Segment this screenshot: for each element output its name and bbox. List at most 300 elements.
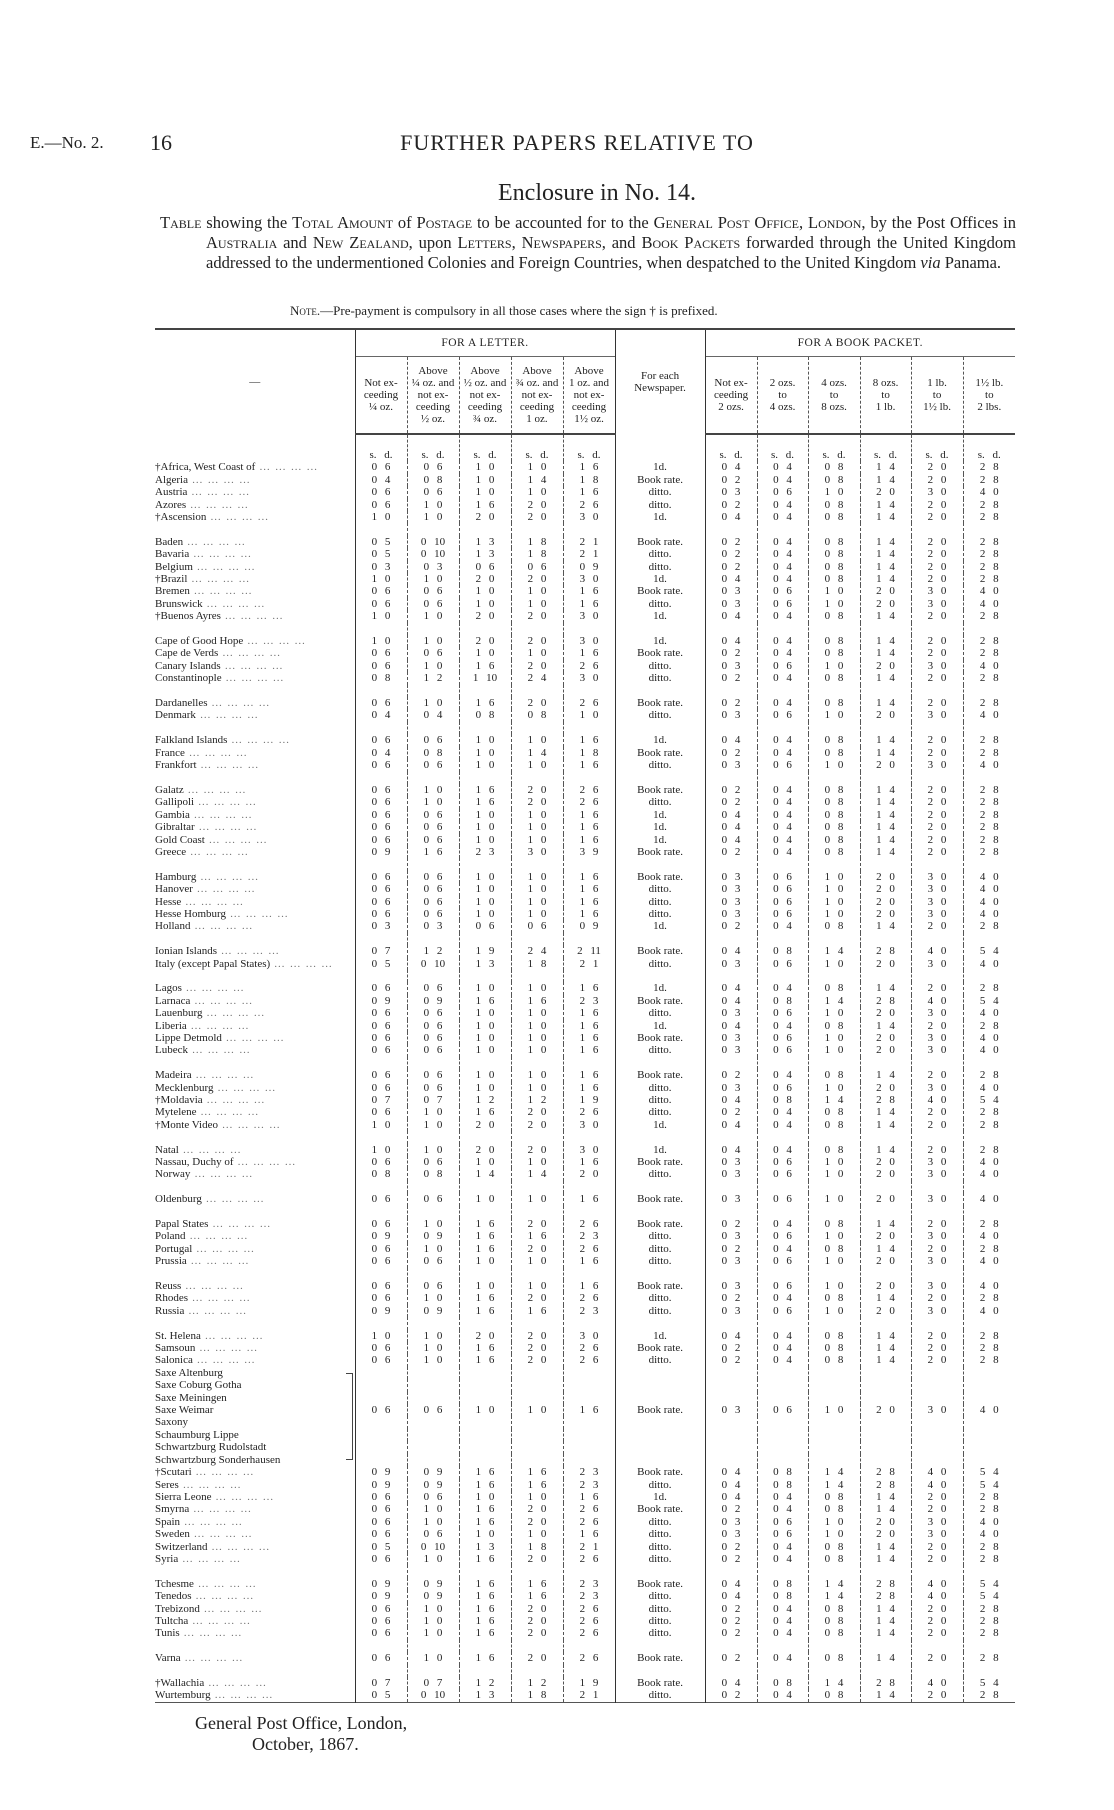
letter-rate-cell: 0 6 <box>355 1280 407 1292</box>
letter-rate-cell: 0 9 <box>355 846 407 858</box>
book-rate-cell: 1 4 <box>860 1106 911 1118</box>
caption-segment: Letters, Newspapers <box>457 233 602 252</box>
letter-rate-cell: 1 0 <box>355 1330 407 1342</box>
book-rate-cell: 0 8 <box>808 647 860 659</box>
table-row <box>155 809 1015 821</box>
letter-rate-cell <box>563 1392 615 1404</box>
blank-cell <box>615 523 705 535</box>
blank-cell <box>407 1640 459 1652</box>
dot-leader: … … … … <box>207 697 271 710</box>
book-rate-cell: 2 0 <box>911 672 963 684</box>
table-row <box>155 672 1015 684</box>
letter-rate-cell: 2 6 <box>563 784 615 796</box>
newspaper-rate-cell: 1d. <box>615 1144 705 1156</box>
book-rate-cell: 2 0 <box>911 474 963 486</box>
blank-cell <box>511 1565 563 1577</box>
blank-cell <box>615 970 705 982</box>
table-row <box>155 1553 1015 1565</box>
blank-cell <box>155 933 355 945</box>
letter-rate-cell: 1 6 <box>459 499 511 511</box>
letter-rate-cell: 1 6 <box>563 871 615 883</box>
blank-cell <box>155 623 355 635</box>
table-row <box>155 908 1015 920</box>
country-name: Samsoun <box>155 1342 196 1355</box>
book-rate-cell: 0 8 <box>808 1603 860 1615</box>
book-rate-cell: 2 0 <box>911 1553 963 1565</box>
book-rate-cell: 1 0 <box>808 1305 860 1317</box>
letter-rate-cell: 1 0 <box>511 461 563 473</box>
book-rate-cell: 1 4 <box>860 821 911 833</box>
book-rate-cell: 0 8 <box>808 1503 860 1515</box>
book-rate-cell: 2 0 <box>860 896 911 908</box>
blank-cell <box>355 722 407 734</box>
letter-rate-cell: 1 8 <box>563 474 615 486</box>
book-rate-cell: 2 8 <box>963 511 1015 523</box>
book-rate-cell: 1 4 <box>860 796 911 808</box>
book-rate-cell: 0 8 <box>808 1652 860 1664</box>
blank-cell <box>860 685 911 697</box>
letter-rate-cell: 0 6 <box>355 598 407 610</box>
country-name: Greece <box>155 845 187 858</box>
book-rate-cell: 3 0 <box>911 896 963 908</box>
book-rate-cell: 2 0 <box>911 834 963 846</box>
book-rate-cell: 0 3 <box>705 1007 757 1019</box>
letter-rate-cell: 1 6 <box>563 759 615 771</box>
letter-rate-cell <box>563 1429 615 1441</box>
book-rate-cell: 0 2 <box>705 561 757 573</box>
book-rate-cell: 0 2 <box>705 1503 757 1515</box>
book-rate-cell: 0 8 <box>808 672 860 684</box>
letter-rate-cell: 2 6 <box>563 499 615 511</box>
book-rate-cell: 2 0 <box>860 486 911 498</box>
book-rate-cell: 2 8 <box>963 809 1015 821</box>
book-rate-cell: 1 0 <box>808 1255 860 1267</box>
book-rate-cell: 0 8 <box>808 573 860 585</box>
country-cell <box>155 1243 355 1255</box>
newspaper-rate-cell: ditto. <box>615 1230 705 1242</box>
book-rate-cell: 2 0 <box>911 982 963 994</box>
country-name: Italy (except Papal States) <box>155 957 271 970</box>
country-name: Varna <box>155 1652 181 1665</box>
country-name: Norway <box>155 1168 191 1181</box>
letter-rate-cell: 1 0 <box>407 1218 459 1230</box>
dot-leader: … … … … <box>196 870 260 883</box>
letter-rate-cell: 1 6 <box>563 1032 615 1044</box>
newspaper-rate-cell: 1d. <box>615 1330 705 1342</box>
country-name: Saxe Weimar <box>155 1404 214 1417</box>
letter-rate-cell: 2 0 <box>459 1119 511 1131</box>
letter-rate-cell: 0 4 <box>355 474 407 486</box>
dot-leader: … … … … <box>190 994 254 1007</box>
brace-icon <box>346 1416 353 1428</box>
table-row <box>155 1503 1015 1515</box>
letter-rate-cell: 0 7 <box>407 1094 459 1106</box>
blank-cell <box>911 1317 963 1329</box>
country-name: Rhodes <box>155 1292 188 1305</box>
country-name: Bremen <box>155 585 190 598</box>
blank-cell <box>808 933 860 945</box>
book-rate-cell: 0 6 <box>757 1528 808 1540</box>
blank-cell <box>355 1057 407 1069</box>
table-row <box>155 610 1015 622</box>
blank-cell <box>407 933 459 945</box>
table-row <box>155 1689 1015 1702</box>
table-row <box>155 1156 1015 1168</box>
letter-rate-cell: 1 0 <box>407 635 459 647</box>
blank-cell <box>563 523 615 535</box>
letter-rate-cell: 0 6 <box>355 1218 407 1230</box>
letter-rate-cell: 0 6 <box>355 871 407 883</box>
book-rate-cell: 4 0 <box>963 883 1015 895</box>
blank-cell <box>963 1181 1015 1193</box>
book-rate-cell: 5 4 <box>963 1590 1015 1602</box>
letter-rate-cell: 1 0 <box>511 1491 563 1503</box>
dot-leader: … … … … <box>270 957 334 970</box>
header-row-groups <box>155 329 1015 357</box>
letter-rate-cell: 1 6 <box>459 1603 511 1615</box>
letter-rate-cell: 1 0 <box>407 1503 459 1515</box>
newspaper-rate-cell: ditto. <box>615 1044 705 1056</box>
book-rate-cell: 1 4 <box>860 647 911 659</box>
group-spacer <box>155 1640 1015 1652</box>
letter-rate-cell: 1 6 <box>563 821 615 833</box>
country-cell <box>155 474 355 486</box>
letter-rate-cell: 1 0 <box>407 1243 459 1255</box>
table-row <box>155 883 1015 895</box>
book-rate-cell: 0 4 <box>757 834 808 846</box>
table-row <box>155 1106 1015 1118</box>
country-name: Schwartzburg Rudolstadt <box>155 1441 267 1454</box>
letter-rate-cell: 1 0 <box>511 1007 563 1019</box>
country-cell <box>155 809 355 821</box>
letter-rate-cell: 1 6 <box>459 1342 511 1354</box>
book-rate-cell: 2 8 <box>963 784 1015 796</box>
letter-rate-cell: 0 9 <box>563 920 615 932</box>
book-rate-cell: 0 6 <box>757 1193 808 1205</box>
blank-cell <box>459 1181 511 1193</box>
letter-rate-cell: 1 0 <box>355 610 407 622</box>
letter-rate-cell: 0 8 <box>407 1168 459 1180</box>
letter-rate-cell: 0 8 <box>511 709 563 721</box>
dot-leader: … … … … <box>188 1292 251 1305</box>
letter-rate-cell: 2 0 <box>511 1652 563 1664</box>
newspaper-rate-cell: ditto. <box>615 660 705 672</box>
dot-leader: … … … … <box>189 585 253 598</box>
book-rate-cell: 0 8 <box>808 474 860 486</box>
letter-rate-cell: 2 1 <box>563 548 615 560</box>
letter-rate-cell: 0 9 <box>407 1578 459 1590</box>
book-rate-cell: 0 2 <box>705 647 757 659</box>
book-rate-cell: 0 4 <box>705 511 757 523</box>
country-name: Canary Islands <box>155 659 221 672</box>
letter-rate-cell: 2 0 <box>459 1330 511 1342</box>
letter-rate-cell: 1 0 <box>511 809 563 821</box>
book-rate-cell: 4 0 <box>963 896 1015 908</box>
dot-leader: … … … … <box>179 1627 243 1640</box>
table-row <box>155 1590 1015 1602</box>
units-label: s. d. <box>808 434 860 461</box>
book-rate-cell: 1 4 <box>860 1627 911 1639</box>
book-rate-cell: 2 0 <box>911 697 963 709</box>
blank-cell <box>615 1565 705 1577</box>
table-row <box>155 1392 1015 1404</box>
book-rate-cell: 4 0 <box>911 945 963 957</box>
blank-cell <box>705 1665 757 1677</box>
blank-cell <box>757 933 808 945</box>
letter-rate-cell: 1 0 <box>459 486 511 498</box>
book-rate-cell: 2 0 <box>911 1342 963 1354</box>
book-rate-cell: 0 6 <box>757 759 808 771</box>
letter-rate-cell: 2 3 <box>563 1466 615 1478</box>
book-rate-cell: 2 8 <box>963 461 1015 473</box>
book-weight-header: 1 lb. to 1½ lb. <box>911 357 963 435</box>
blank-cell <box>757 1317 808 1329</box>
book-rate-cell <box>808 1416 860 1428</box>
newspaper-rate-cell: Book rate. <box>615 784 705 796</box>
letter-rate-cell: 0 3 <box>407 920 459 932</box>
country-name: Frankfort <box>155 759 197 772</box>
table-row <box>155 660 1015 672</box>
letter-rate-cell <box>563 1379 615 1391</box>
letter-rate-cell: 2 0 <box>511 1243 563 1255</box>
country-cell <box>155 1292 355 1304</box>
blank-cell <box>808 1181 860 1193</box>
blank-cell <box>407 1317 459 1329</box>
book-rate-cell <box>705 1392 757 1404</box>
country-cell <box>155 1603 355 1615</box>
letter-rate-cell: 0 6 <box>355 796 407 808</box>
caption-segment: via <box>920 253 941 272</box>
letter-rate-cell: 1 0 <box>511 1082 563 1094</box>
country-name: Hesse <box>155 895 182 908</box>
letter-rate-cell: 0 9 <box>355 1578 407 1590</box>
letter-rate-cell: 0 6 <box>407 871 459 883</box>
book-rate-cell: 0 3 <box>705 486 757 498</box>
letter-rate-cell: 1 0 <box>355 635 407 647</box>
newspaper-rate-cell: Book rate. <box>615 647 705 659</box>
dot-leader: … … … … <box>186 1019 250 1032</box>
book-rate-cell: 4 0 <box>963 908 1015 920</box>
blank-cell <box>563 1640 615 1652</box>
book-rate-cell: 3 0 <box>911 883 963 895</box>
country-cell <box>155 1491 355 1503</box>
letter-rate-cell <box>355 1367 407 1379</box>
country-cell <box>155 945 355 957</box>
dot-leader: … … … … <box>186 1255 250 1268</box>
table-row <box>155 734 1015 746</box>
book-rate-cell: 0 3 <box>705 1404 757 1416</box>
book-rate-cell: 2 0 <box>860 598 911 610</box>
book-weight-header: Not ex- ceeding 2 ozs. <box>705 357 757 435</box>
book-rate-cell: 2 8 <box>963 1218 1015 1230</box>
country-name: Dardanelles <box>155 697 208 710</box>
book-rate-cell: 2 0 <box>911 1503 963 1515</box>
letter-rate-cell: 1 6 <box>563 1156 615 1168</box>
letter-rate-cell: 1 0 <box>511 1044 563 1056</box>
book-rate-cell: 0 8 <box>808 1243 860 1255</box>
book-weight-header: 2 ozs. to 4 ozs. <box>757 357 808 435</box>
table-row <box>155 846 1015 858</box>
letter-rate-cell: 2 3 <box>563 1230 615 1242</box>
letter-rate-cell: 1 6 <box>459 1553 511 1565</box>
book-rate-cell: 0 4 <box>705 635 757 647</box>
book-rate-cell: 0 6 <box>757 883 808 895</box>
book-rate-cell: 2 0 <box>911 821 963 833</box>
blank-cell <box>615 722 705 734</box>
book-rate-cell <box>705 1367 757 1379</box>
blank-cell <box>355 685 407 697</box>
letter-rate-cell <box>563 1441 615 1453</box>
book-rate-cell: 2 8 <box>860 1590 911 1602</box>
book-rate-cell: 1 0 <box>808 958 860 970</box>
book-rate-cell: 0 8 <box>757 1677 808 1689</box>
letter-rate-cell: 0 6 <box>407 896 459 908</box>
letter-rate-cell: 0 6 <box>407 1044 459 1056</box>
table-row <box>155 1367 1015 1379</box>
book-rate-cell: 0 8 <box>808 1020 860 1032</box>
letter-rate-cell: 0 8 <box>407 474 459 486</box>
newspaper-rate-cell: 1d. <box>615 734 705 746</box>
letter-rate-cell: 1 0 <box>459 982 511 994</box>
country-cell <box>155 697 355 709</box>
blank-cell <box>911 1206 963 1218</box>
letter-rate-cell <box>355 1441 407 1453</box>
book-rate-cell <box>705 1454 757 1466</box>
book-rate-cell: 2 8 <box>963 672 1015 684</box>
blank-cell <box>860 1665 911 1677</box>
letter-rate-cell: 1 0 <box>511 871 563 883</box>
book-rate-cell: 2 0 <box>911 1330 963 1342</box>
book-rate-cell: 3 0 <box>911 1230 963 1242</box>
table-row <box>155 635 1015 647</box>
country-cell <box>155 1156 355 1168</box>
blank-cell <box>757 1181 808 1193</box>
book-rate-cell: 0 4 <box>705 461 757 473</box>
book-rate-cell: 3 0 <box>911 486 963 498</box>
dot-leader: … … … … <box>186 845 250 858</box>
book-rate-cell: 0 2 <box>705 1069 757 1081</box>
book-rate-cell: 0 4 <box>757 548 808 560</box>
book-rate-cell: 0 2 <box>705 784 757 796</box>
book-rate-cell: 2 0 <box>860 1280 911 1292</box>
letter-rate-cell: 1 2 <box>511 1094 563 1106</box>
letter-rate-cell: 1 6 <box>511 1578 563 1590</box>
letter-rate-cell: 1 6 <box>511 1466 563 1478</box>
letter-rate-cell: 1 6 <box>459 1479 511 1491</box>
country-name: Sweden <box>155 1528 190 1541</box>
book-rate-cell: 3 0 <box>911 1007 963 1019</box>
book-rate-cell: 0 4 <box>757 573 808 585</box>
letter-rate-cell: 0 10 <box>407 536 459 548</box>
blank-cell <box>808 623 860 635</box>
letter-rate-cell: 2 1 <box>563 1689 615 1702</box>
book-rate-cell: 5 4 <box>963 1466 1015 1478</box>
book-rate-cell: 3 0 <box>911 958 963 970</box>
blank-cell <box>355 933 407 945</box>
blank-cell <box>407 1665 459 1677</box>
letter-rate-cell: 1 6 <box>459 1503 511 1515</box>
blank-cell <box>911 933 963 945</box>
book-rate-cell: 0 4 <box>757 1106 808 1118</box>
book-rate-cell: 3 0 <box>911 660 963 672</box>
caption-segment: and <box>277 233 313 252</box>
book-rate-cell: 2 0 <box>860 1193 911 1205</box>
letter-rate-cell: 1 10 <box>459 672 511 684</box>
blank-cell <box>511 772 563 784</box>
book-rate-cell: 0 6 <box>757 908 808 920</box>
dot-leader: … … … … <box>191 1466 255 1479</box>
book-rate-cell: 4 0 <box>963 1516 1015 1528</box>
book-rate-cell: 2 8 <box>963 1342 1015 1354</box>
letter-rate-cell: 1 0 <box>563 709 615 721</box>
letter-rate-cell: 2 0 <box>511 635 563 647</box>
book-rate-cell: 1 4 <box>860 1354 911 1366</box>
letter-rate-cell: 1 6 <box>511 995 563 1007</box>
letter-rate-cell: 1 6 <box>459 697 511 709</box>
dot-leader: … … … … <box>189 1503 253 1516</box>
country-cell <box>155 846 355 858</box>
book-rate-cell: 4 0 <box>963 1255 1015 1267</box>
book-rate-cell: 3 0 <box>911 1305 963 1317</box>
book-rate-cell: 4 0 <box>963 709 1015 721</box>
book-rate-cell: 1 4 <box>808 995 860 1007</box>
blank-cell <box>963 1131 1015 1143</box>
blank-cell <box>459 1268 511 1280</box>
letter-rate-cell: 0 6 <box>355 486 407 498</box>
book-rate-cell: 4 0 <box>911 1590 963 1602</box>
letter-rate-cell: 2 1 <box>563 958 615 970</box>
book-rate-cell: 2 0 <box>911 499 963 511</box>
book-rate-cell: 0 8 <box>808 747 860 759</box>
letter-rate-cell: 3 0 <box>563 511 615 523</box>
book-rate-cell: 2 0 <box>911 1689 963 1702</box>
blank-cell <box>757 685 808 697</box>
book-rate-cell: 0 3 <box>705 1230 757 1242</box>
newspaper-rate-cell: Book rate. <box>615 1193 705 1205</box>
blank-cell <box>705 1565 757 1577</box>
letter-rate-cell: 0 6 <box>355 1354 407 1366</box>
blank-cell <box>511 970 563 982</box>
newspaper-rate-cell: 1d. <box>615 573 705 585</box>
blank-cell <box>511 858 563 870</box>
book-rate-cell <box>757 1454 808 1466</box>
letter-rate-cell: 1 6 <box>459 796 511 808</box>
letter-rate-cell: 0 3 <box>407 561 459 573</box>
book-rate-cell: 0 8 <box>808 1553 860 1565</box>
blank-cell <box>511 1317 563 1329</box>
dot-leader: … … … … <box>202 1093 266 1106</box>
country-name: Saxe Meiningen <box>155 1391 227 1404</box>
letter-rate-cell: 1 0 <box>511 1528 563 1540</box>
blank-cell <box>563 623 615 635</box>
dot-leader: … … … … <box>196 759 260 772</box>
book-rate-cell: 2 0 <box>911 647 963 659</box>
book-rate-cell: 1 0 <box>808 585 860 597</box>
blank-cell <box>459 1665 511 1677</box>
book-rate-cell: 2 0 <box>860 883 911 895</box>
letter-rate-cell: 1 0 <box>511 896 563 908</box>
dot-leader: … … … … <box>200 1329 264 1342</box>
blank-cell <box>155 685 355 697</box>
dot-leader: … … … … <box>225 907 289 920</box>
table-row <box>155 1119 1015 1131</box>
book-rate-cell: 2 0 <box>911 511 963 523</box>
letter-rate-cell: 1 6 <box>459 660 511 672</box>
book-rate-cell: 0 8 <box>808 1354 860 1366</box>
book-rate-cell: 2 8 <box>963 697 1015 709</box>
blank-cell <box>155 523 355 535</box>
letter-rate-cell: 2 6 <box>563 1553 615 1565</box>
